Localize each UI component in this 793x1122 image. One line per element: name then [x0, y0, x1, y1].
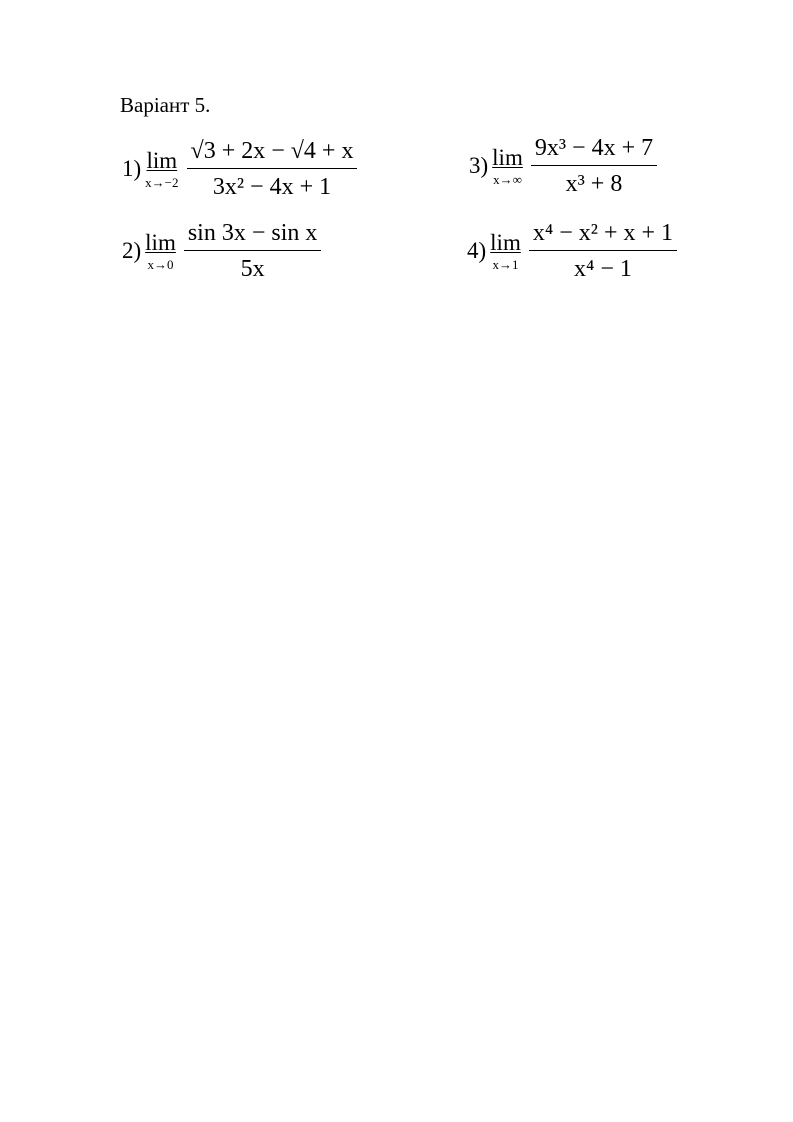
lim-word: lim	[490, 229, 521, 255]
problem-number: 3)	[469, 153, 489, 178]
denominator: x³ + 8	[565, 171, 623, 197]
limit-operator	[145, 231, 176, 272]
numerator: x⁴ − x² + x + 1	[529, 218, 677, 251]
lim-word: lim	[492, 144, 523, 170]
numerator: 9x³ − 4x + 7	[531, 133, 657, 166]
lim-word: lim	[146, 147, 178, 173]
limit-operator	[490, 231, 521, 272]
denominator: 5x	[240, 256, 265, 282]
limit-approach: x→0	[147, 256, 174, 272]
limit-problem-2	[122, 218, 321, 284]
limit-problem-3	[469, 133, 657, 199]
lim-word: lim	[145, 229, 176, 255]
variant-title: Варіант 5.	[120, 93, 211, 117]
fraction	[531, 133, 657, 199]
limit-problem-1	[122, 136, 357, 202]
denominator: 3x² − 4x + 1	[212, 174, 332, 200]
numerator: √3 + 2x − √4 + x	[187, 136, 358, 169]
denominator: x⁴ − 1	[573, 256, 632, 282]
fraction	[529, 218, 677, 284]
limit-operator	[145, 149, 178, 190]
problem-number: 2)	[122, 238, 142, 263]
problem-number: 1)	[122, 156, 142, 181]
limit-approach: x→1	[492, 256, 519, 272]
limit-approach: x→−2	[145, 174, 179, 190]
limit-approach: x→∞	[493, 171, 522, 187]
limit-operator	[492, 146, 523, 187]
limit-problem-4	[467, 218, 677, 284]
problem-number: 4)	[467, 238, 487, 263]
numerator: sin 3x − sin x	[184, 218, 322, 251]
fraction	[187, 136, 358, 202]
fraction	[184, 218, 322, 284]
